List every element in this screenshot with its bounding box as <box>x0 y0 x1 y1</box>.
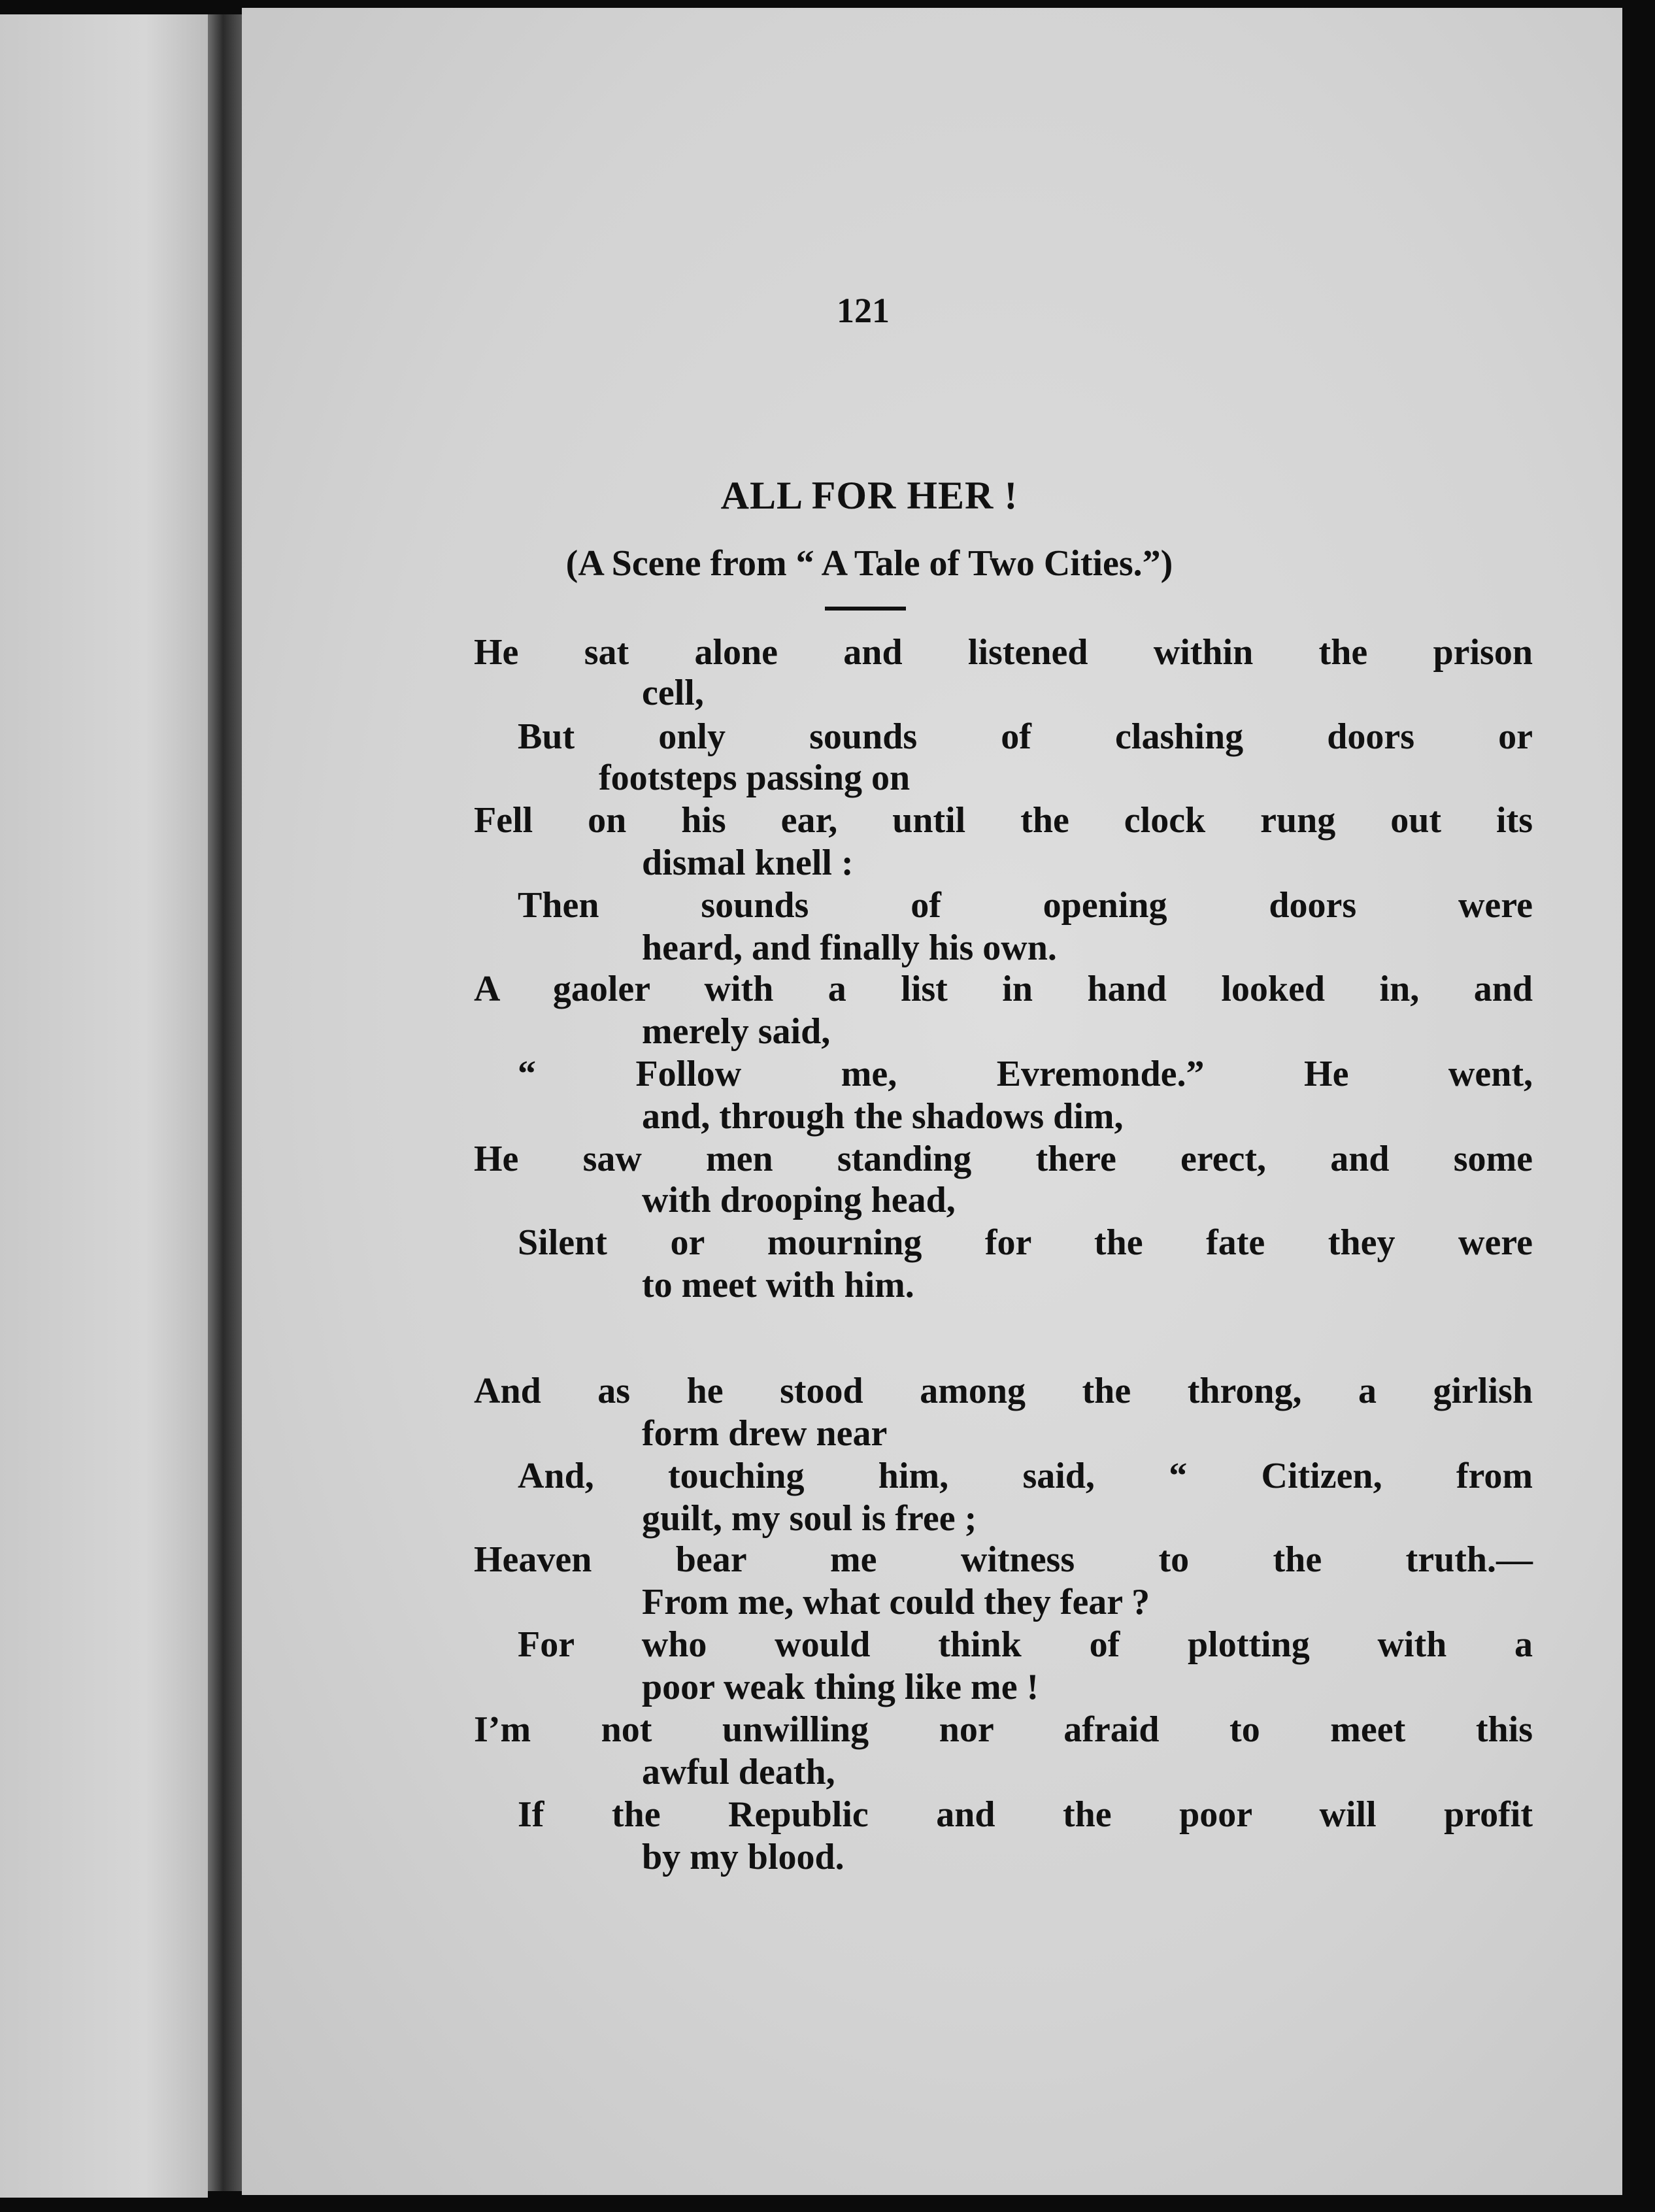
page-number: 121 <box>837 291 890 330</box>
poem-line: A gaoler with a list in hand looked in, and <box>474 969 1533 1009</box>
poem-line: merely said, <box>642 1011 831 1052</box>
poem-line: Fell on his ear, until the clock rung out its <box>474 800 1533 841</box>
poem-line: guilt, my soul is free ; <box>642 1498 977 1539</box>
title-divider <box>825 607 906 611</box>
poem-line: form drew near <box>642 1413 888 1454</box>
poem-line: to meet with him. <box>642 1265 914 1305</box>
poem-line: But only sounds of clashing doors or <box>518 716 1533 757</box>
poem-line: by my blood. <box>642 1837 844 1877</box>
poem-line: And, touching him, said, “ Citizen, from <box>518 1456 1533 1496</box>
poem-line: He saw men standing there erect, and some <box>474 1139 1533 1179</box>
poem-line: For who would think of plotting with a <box>518 1624 1533 1665</box>
left-page-edge <box>0 14 208 2198</box>
poem-title: ALL FOR HER ! <box>720 474 1018 517</box>
poem-line: footsteps passing on <box>599 758 911 798</box>
poem-line: and, through the shadows dim, <box>642 1096 1124 1137</box>
poem-line: I’m not unwilling nor afraid to meet this <box>474 1709 1533 1750</box>
poem-line: From me, what could they fear ? <box>642 1582 1150 1622</box>
poem-line: cell, <box>642 673 704 713</box>
poem-line: He sat alone and listened within the prison <box>474 632 1533 673</box>
book-gutter <box>208 14 242 2191</box>
poem-line: heard, and finally his own. <box>642 928 1057 968</box>
poem-line: If the Republic and the poor will profit <box>518 1794 1533 1835</box>
poem-line: And as he stood among the throng, a girlish <box>474 1371 1533 1411</box>
poem-line: Then sounds of opening doors were <box>518 885 1533 926</box>
poem-line: Heaven bear me witness to the truth.— <box>474 1539 1533 1580</box>
poem-line: Silent or mourning for the fate they were <box>518 1222 1533 1263</box>
poem-line: poor weak thing like me ! <box>642 1667 1039 1707</box>
right-page <box>242 8 1622 2195</box>
poem-line: “ Follow me, Evremonde.” He went, <box>518 1054 1533 1094</box>
poem-line: with drooping head, <box>642 1180 956 1220</box>
poem-line: awful death, <box>642 1752 835 1792</box>
poem-line: dismal knell : <box>642 843 854 883</box>
poem-subtitle: (A Scene from “ A Tale of Two Cities.”) <box>565 543 1173 584</box>
